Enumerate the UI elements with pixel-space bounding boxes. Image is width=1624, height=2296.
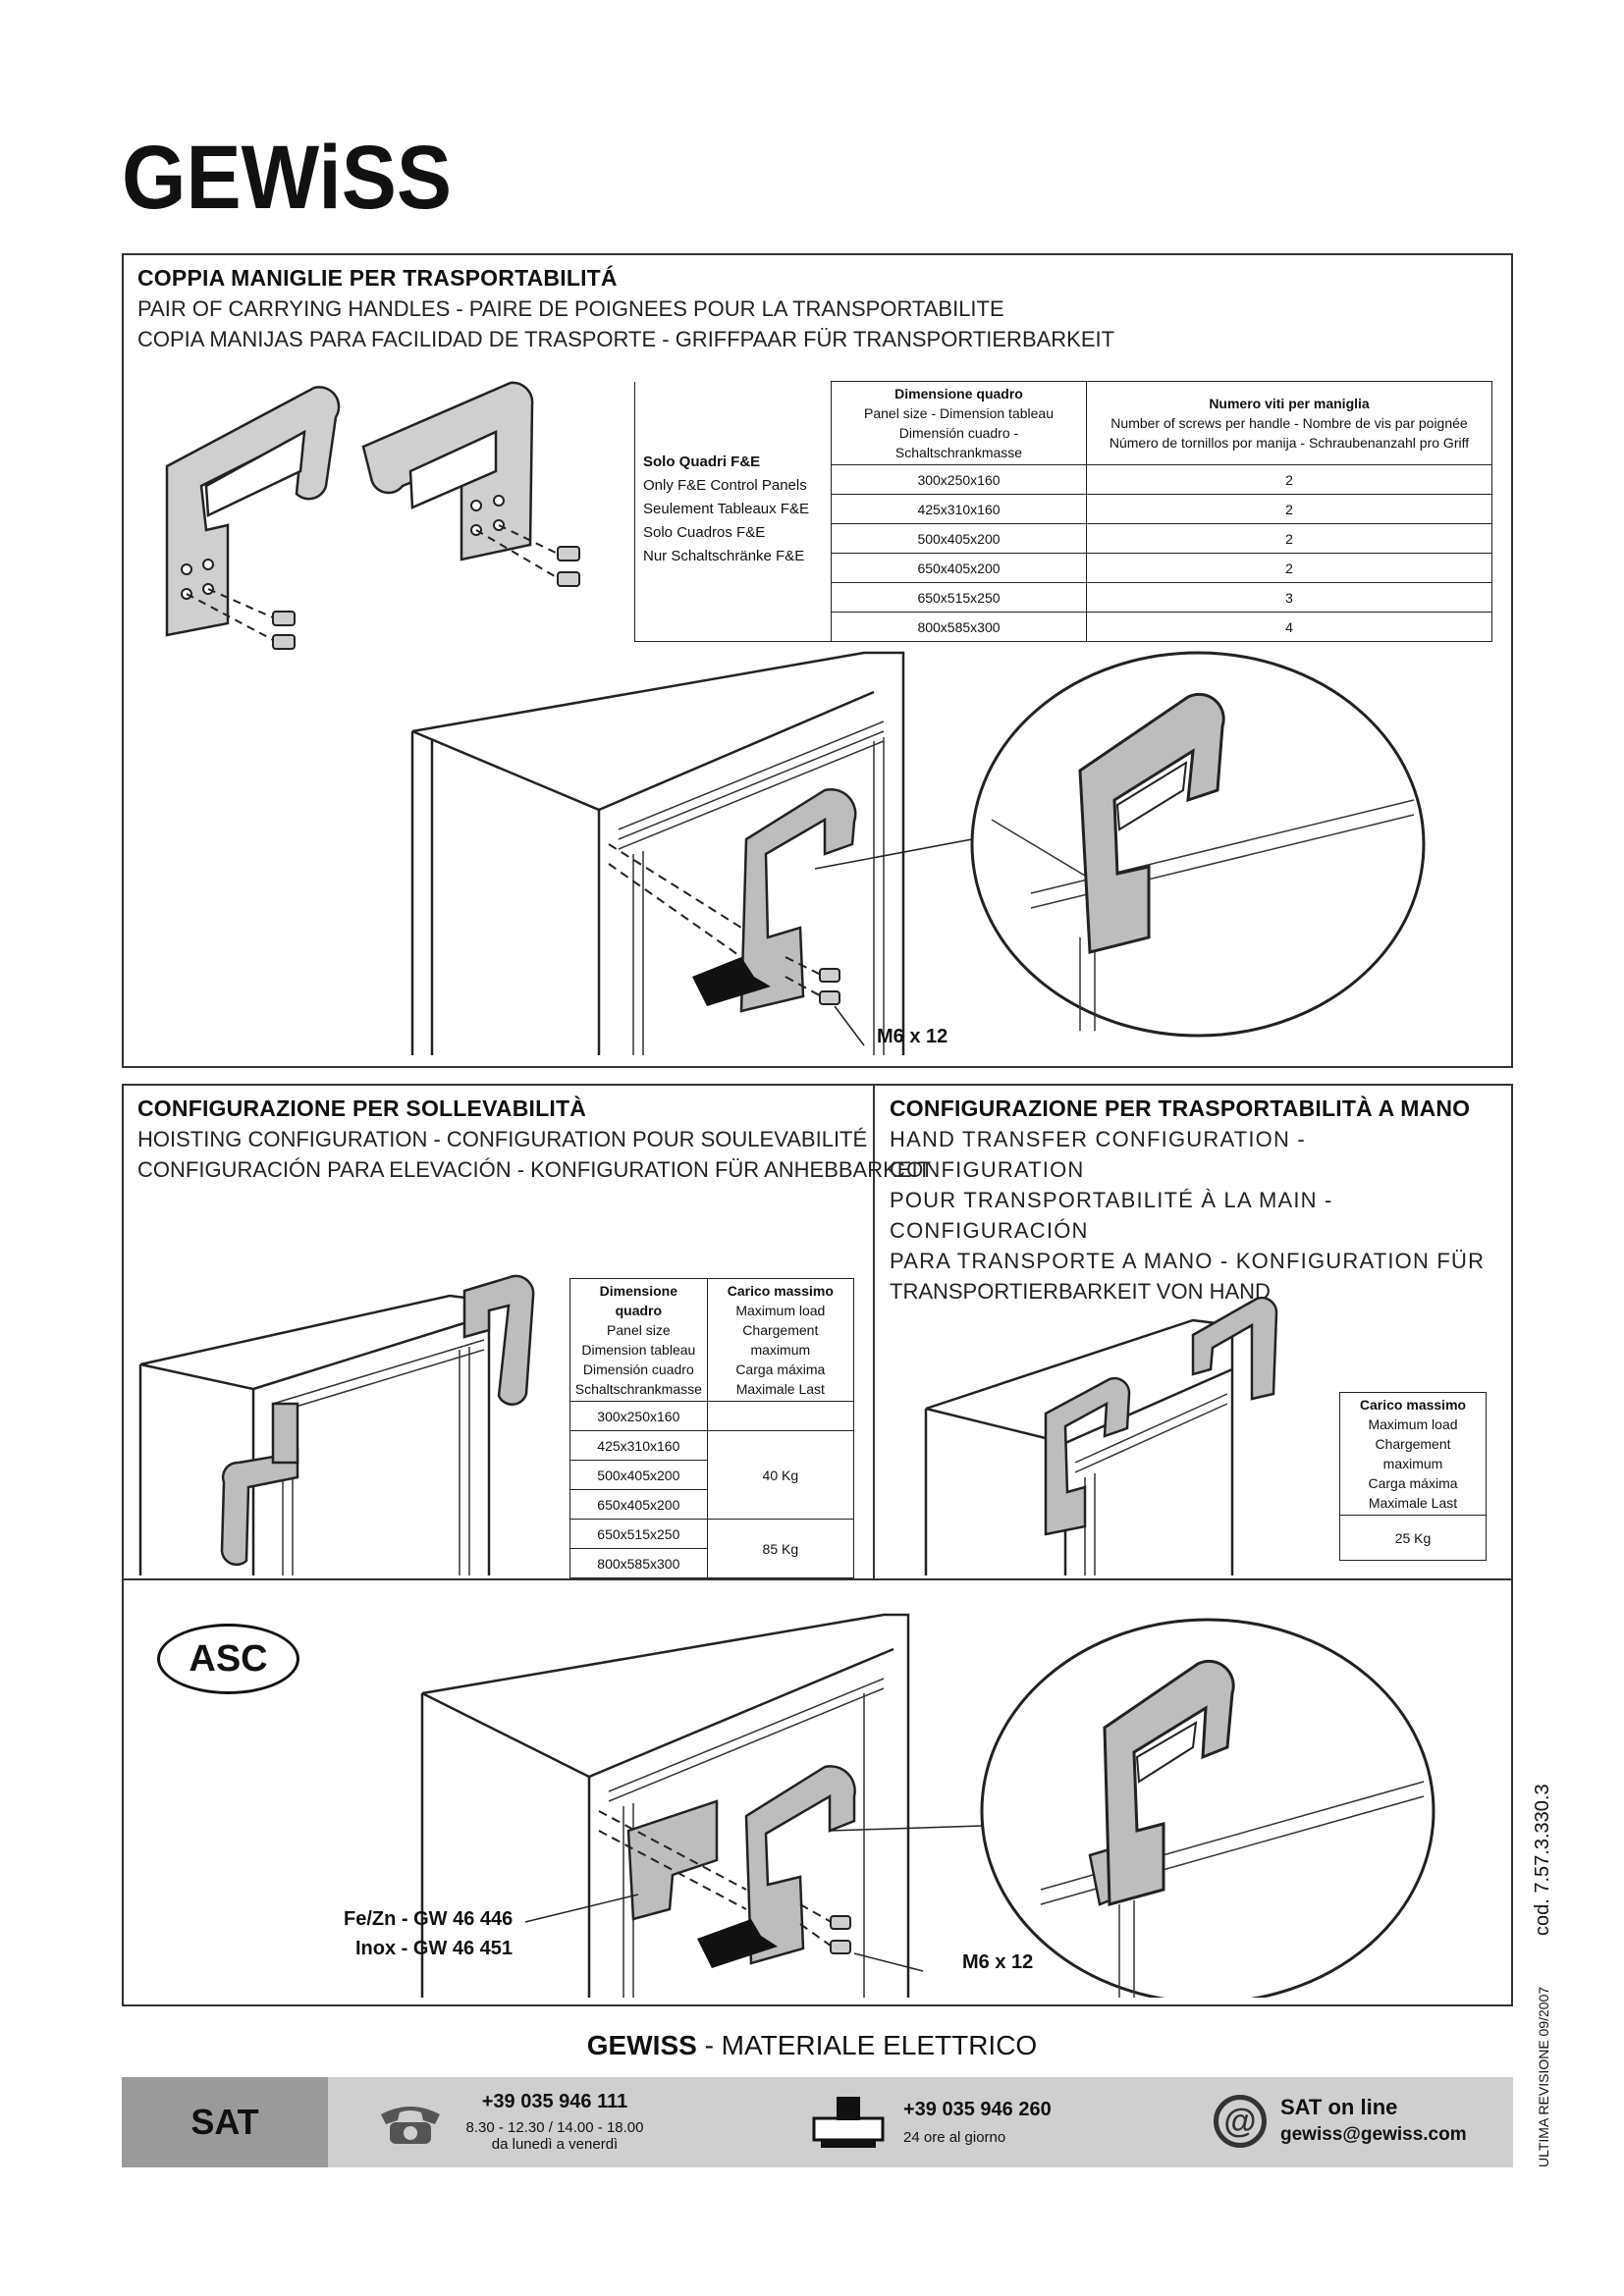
handles-pair-drawing bbox=[147, 378, 599, 672]
screw-size-label-bottom: M6 x 12 bbox=[962, 1951, 1034, 1973]
hand-transfer-cabinet-drawing bbox=[918, 1281, 1291, 1575]
phone-hours-2: 24 ore al giorno bbox=[903, 2129, 1006, 2146]
hand-transfer-line-1: HAND TRANSFER CONFIGURATION - CONFIGURATION bbox=[890, 1127, 1306, 1182]
fax-support-block bbox=[903, 2099, 1052, 2146]
section1-subtitle-1: PAIR OF CARRYING HANDLES - PAIRE DE POIGNEES POUR LA TRANSPORTABILITE bbox=[137, 296, 1004, 321]
support-email[interactable]: gewiss@gewiss.com bbox=[1280, 2124, 1467, 2145]
max-load-header: Carico massimo Maximum load Chargement maximum Carga máxima Maximale Last bbox=[707, 1279, 853, 1402]
sat-label: SAT bbox=[122, 2077, 328, 2167]
table-row: 650x405x200 bbox=[570, 1490, 854, 1520]
document-code: cod. 7.57.3.330.3 bbox=[1532, 1784, 1553, 1936]
scope-label-es: Solo Cuadros F&E bbox=[643, 523, 766, 541]
section1-title: COPPIA MANIGLIE PER TRASPORTABILITÁ bbox=[137, 265, 618, 291]
table-row: 800x585x300 4 bbox=[635, 613, 1492, 642]
phone-hours-1: 8.30 - 12.30 / 14.00 - 18.00 bbox=[465, 2119, 644, 2136]
panel-size-header: Dimensione quadro Panel size Dimension tableau Dimensión cuadro Schaltschrankmasse bbox=[570, 1279, 708, 1402]
asc-adapter-drawing bbox=[412, 1610, 1502, 1998]
table-header-row bbox=[1340, 1393, 1487, 1516]
part-code-inox: Inox - GW 46 451 bbox=[355, 1938, 514, 1959]
table-row: 425x310x160 40 Kg bbox=[570, 1431, 854, 1461]
table-row: 300x250x160 bbox=[570, 1402, 854, 1431]
hand-transfer-line-2: POUR TRANSPORTABILITÉ À LA MAIN - CONFIGURACIÓN bbox=[890, 1188, 1333, 1243]
revision-note: ULTIMA REVISIONE 09/2007 bbox=[1536, 1986, 1551, 2167]
phone-days-1: da lunedì a venerdì bbox=[491, 2136, 619, 2153]
footer-tagline: - MATERIALE ELETTRICO bbox=[696, 2030, 1038, 2060]
at-icon: @ bbox=[1214, 2095, 1267, 2148]
table-row bbox=[1340, 1516, 1487, 1561]
footer-brand: GEWISS bbox=[586, 2030, 697, 2060]
hand-transfer-line-4: TRANSPORTIERBARKEIT VON HAND bbox=[890, 1279, 1271, 1304]
max-load-header: Carico massimo Maximum load Chargement maximum Carga máxima Maximale Last bbox=[1340, 1393, 1487, 1516]
table-row: 500x405x200 2 bbox=[635, 524, 1492, 554]
horizontal-divider bbox=[122, 1578, 1513, 1580]
table-row: 650x515x250 3 bbox=[635, 583, 1492, 613]
table-row: 500x405x200 bbox=[570, 1461, 854, 1490]
hoisting-cabinet-drawing bbox=[135, 1256, 558, 1575]
table-row: 800x585x300 bbox=[570, 1549, 854, 1578]
screw-size-label-top: M6 x 12 bbox=[877, 1026, 948, 1047]
hand-transfer-heading bbox=[890, 1095, 1503, 1307]
online-support-block bbox=[1280, 2095, 1467, 2146]
phone-icon bbox=[376, 2097, 445, 2148]
footer-title bbox=[0, 2030, 1624, 2061]
hoisting-subtitle-1: HOISTING CONFIGURATION - CONFIGURATION POUR SOULEVABILITÉ bbox=[137, 1127, 868, 1151]
svg-text:GEWiSS: GEWiSS bbox=[122, 137, 452, 216]
screws-header: Numero viti per maniglia Number of screws per handle - Nombre de vis par poignée Número de tornillos por manija - Schraubenanzahl pro Griff bbox=[1087, 382, 1492, 465]
cabinet-handle-mounting-drawing bbox=[403, 643, 1492, 1055]
table-row: 650x405x200 2 bbox=[635, 554, 1492, 583]
hand-transfer-title: CONFIGURAZIONE PER TRASPORTABILITÀ A MANO bbox=[890, 1095, 1471, 1121]
gewiss-logo bbox=[122, 137, 456, 216]
hand-transfer-load-table bbox=[1339, 1392, 1487, 1561]
part-code-fezn: Fe/Zn - GW 46 446 bbox=[344, 1908, 514, 1930]
table-row: 650x515x250 85 Kg bbox=[570, 1520, 854, 1549]
fax-icon bbox=[809, 2091, 888, 2152]
table-row: 300x250x160 2 bbox=[635, 465, 1492, 495]
scope-label-en: Only F&E Control Panels bbox=[643, 476, 807, 494]
scope-label-it: Solo Quadri F&E bbox=[643, 453, 761, 470]
panel-size-header: Dimensione quadro Panel size - Dimension tableau Dimensión cuadro - Schaltschrankmasse bbox=[832, 382, 1087, 465]
scope-label-fr: Seulement Tableaux F&E bbox=[643, 500, 809, 517]
section1-heading bbox=[137, 265, 1114, 354]
hoisting-load-table bbox=[569, 1278, 854, 1578]
phone-number-1[interactable]: +39 035 946 111 bbox=[481, 2091, 628, 2112]
section1-subtitle-2: COPIA MANIJAS PARA FACILIDAD DE TRASPORTE - GRIFFPAAR FÜR TRANSPORTIERBARKEIT bbox=[137, 327, 1115, 351]
asc-badge: ASC bbox=[157, 1624, 299, 1694]
table-header-row bbox=[635, 382, 1492, 465]
phone-number-2[interactable]: +39 035 946 260 bbox=[903, 2099, 1052, 2120]
load-40: 40 Kg bbox=[707, 1431, 853, 1520]
hoisting-title: CONFIGURAZIONE PER SOLLEVABILITÀ bbox=[137, 1095, 587, 1121]
table-header-row bbox=[570, 1279, 854, 1402]
hand-transfer-line-3: PARA TRANSPORTE A MANO - KONFIGURATION FÜR bbox=[890, 1249, 1486, 1273]
hoisting-subtitle-2: CONFIGURACIÓN PARA ELEVACIÓN - KONFIGURATION FÜR ANHEBBARKEIT bbox=[137, 1157, 931, 1182]
hoisting-heading bbox=[137, 1095, 931, 1185]
scope-label-de: Nur Schaltschränke F&E bbox=[643, 547, 805, 564]
load-25: 25 Kg bbox=[1340, 1516, 1487, 1561]
screws-per-handle-table bbox=[634, 381, 1492, 642]
panels-scope-cell bbox=[635, 382, 832, 642]
table-row: 425x310x160 2 bbox=[635, 495, 1492, 524]
online-title: SAT on line bbox=[1280, 2095, 1398, 2119]
phone-support-block bbox=[447, 2091, 663, 2153]
load-85: 85 Kg bbox=[707, 1520, 853, 1578]
